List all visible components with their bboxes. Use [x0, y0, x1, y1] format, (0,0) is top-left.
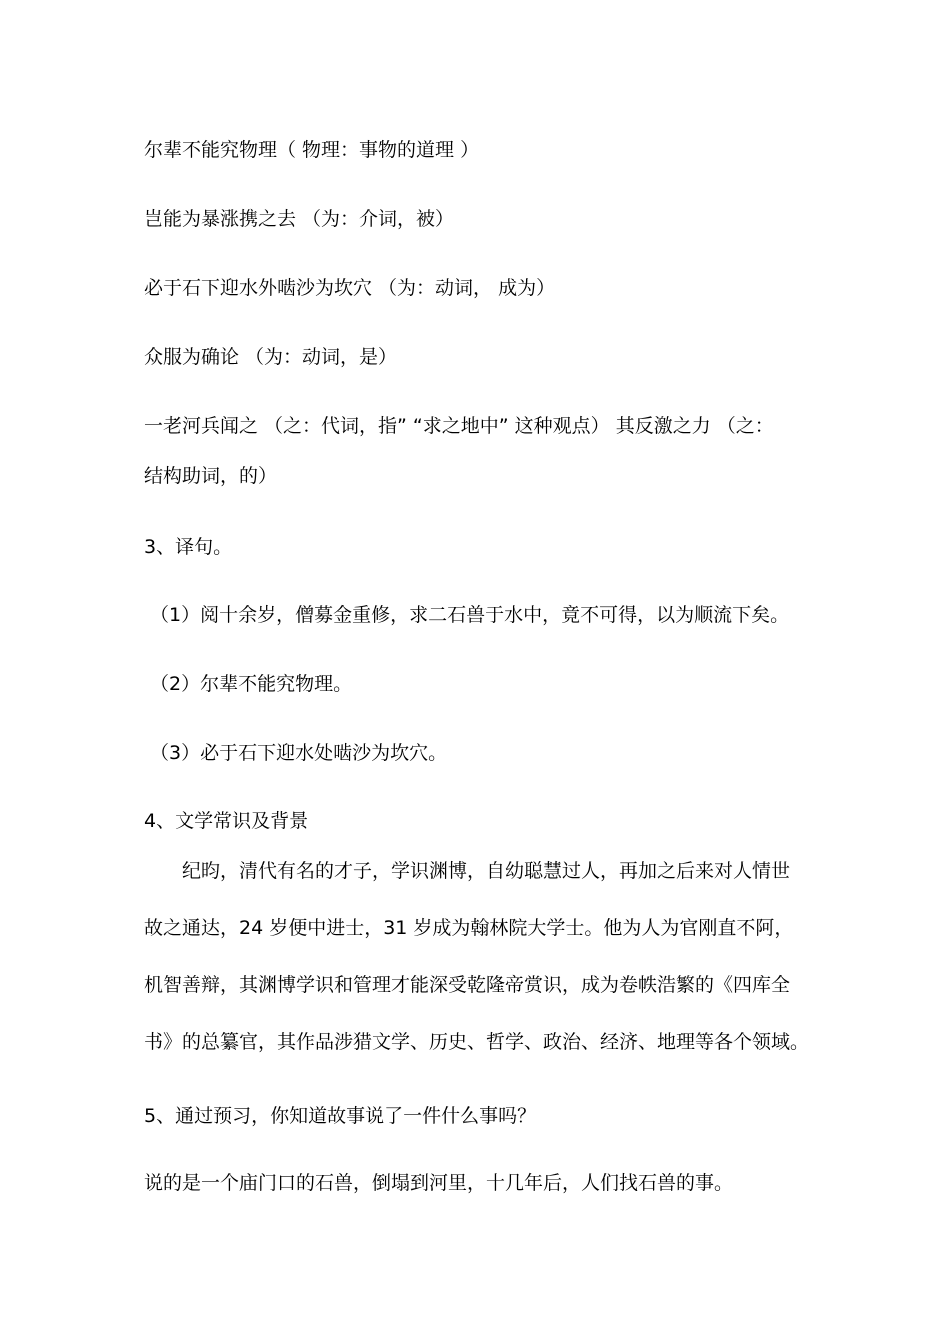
translation-item: （3）必于石下迎水处啮沙为坎穴。: [150, 742, 448, 764]
vocab-line-3: 必于石下迎水外啮沙为坎穴 （为：动词， 成为）: [144, 277, 556, 299]
background-paragraph-line: 机智善辩，其渊博学识和管理才能深受乾隆帝赏识，成为卷帙浩繁的《四库全: [144, 974, 791, 996]
translation-item: （2）尔辈不能究物理。: [150, 673, 353, 695]
translation-item: （1）阅十余岁，僧募金重修，求二石兽于水中，竟不可得，以为顺流下矣。: [150, 604, 790, 626]
background-paragraph-line: 故之通达，24 岁便中进士，31 岁成为翰林院大学士。他为人为官刚直不阿，: [144, 917, 794, 939]
section-5-heading: 5、通过预习，你知道故事说了一件什么事吗？: [144, 1105, 537, 1127]
vocab-line-2: 岂能为暴涨携之去 （为：介词，被）: [144, 208, 455, 230]
section-5-answer: 说的是一个庙门口的石兽，倒塌到河里，十几年后，人们找石兽的事。: [144, 1172, 734, 1194]
vocab-line-1: 尔辈不能究物理（ 物理：事物的道理 ）: [144, 139, 480, 161]
background-paragraph-line: 书》的总纂官，其作品涉猎文学、历史、哲学、政治、经济、地理等各个领域。: [144, 1031, 810, 1053]
vocab-line-4: 众服为确论 （为：动词，是）: [144, 346, 398, 368]
section-3-heading: 3、译句。: [144, 536, 233, 558]
vocab-line-5: 一老河兵闻之 （之：代词，指” “求之地中” 这种观点） 其反激之力 （之：: [144, 415, 774, 437]
section-4-heading: 4、文学常识及背景: [144, 810, 309, 832]
background-paragraph-line: 纪昀，清代有名的才子，学识渊博，自幼聪慧过人，再加之后来对人情世: [182, 860, 791, 882]
vocab-line-5-continued: 结构助词，的）: [144, 465, 278, 487]
